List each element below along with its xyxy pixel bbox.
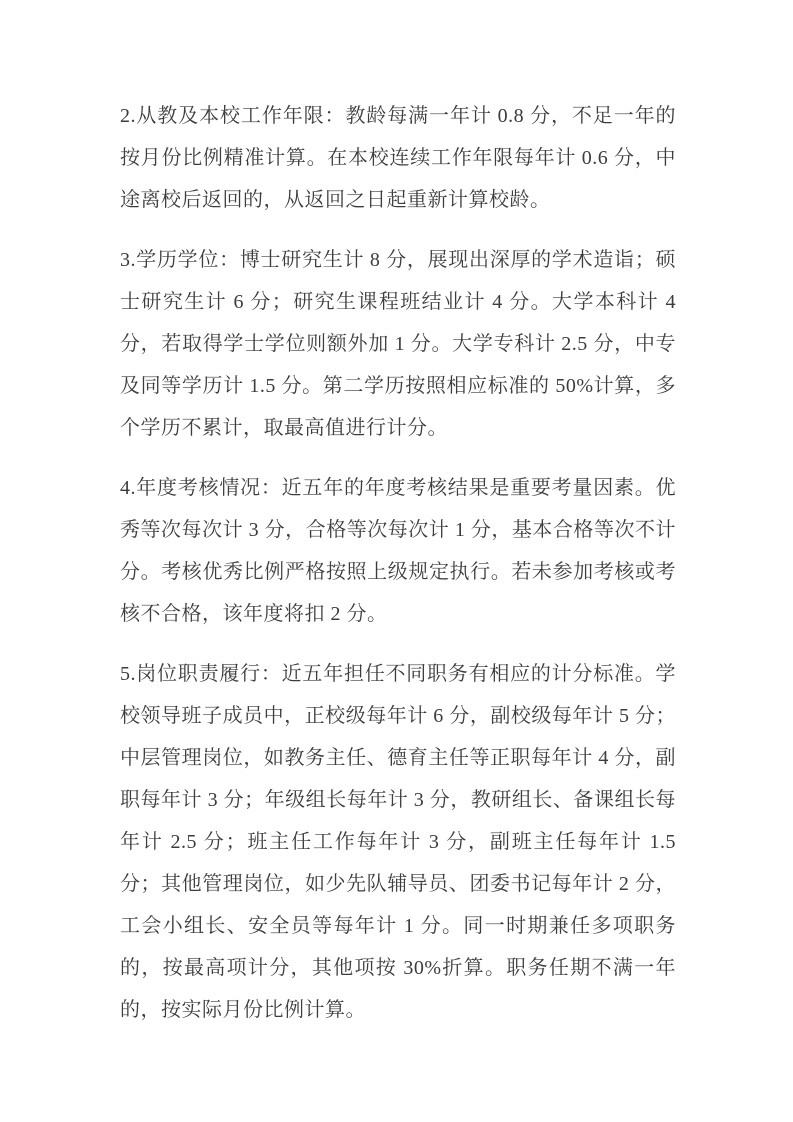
paragraph-annual-assessment: 4.年度考核情况：近五年的年度考核结果是重要考量因素。优秀等次每次计 3 分，合格等次每次计 1 分，基本合格等次不计分。考核优秀比例严格按照上级规定执行。若未参加考核或考核不合格，该年度将扣 2 分。: [120, 477, 676, 625]
paragraph-post-duty: 5.岗位职责履行：近五年担任不同职务有相应的计分标准。学校领导班子成员中，正校级每年计 6 分，副校级每年计 5 分；中层管理岗位，如教务主任、德育主任等正职每年计 4 分，副职每年计 3 分；年级组长每年计 3 分，教研组长、备课组长每年计 2.5 分；班主任工作每年计 3 分，副班主任每年计 1.5 分；其他管理岗位，如少先队辅导员、团委书记每年计 2 分，工会小组长、安全员等每年计 1 分。同一时期兼任多项职务的，按最高项计分，其他项按 30%折算。职务任期不满一年的，按实际月份比例计算。: [120, 663, 676, 1021]
paragraph-education-degree: 3.学历学位：博士研究生计 8 分，展现出深厚的学术造诣；硕士研究生计 6 分；研究生课程班结业计 4 分。大学本科计 4 分，若取得学士学位则额外加 1 分。大学专科计 2.5 分，中专及同等学历计 1.5 分。第二学历按照相应标准的 50%计算，多个学历不累计，取最高值进行计分。: [120, 249, 676, 439]
paragraph-work-years: 2.从教及本校工作年限：教龄每满一年计 0.8 分，不足一年的按月份比例精准计算。在本校连续工作年限每年计 0.6 分，中途离校后返回的，从返回之日起重新计算校龄。: [120, 105, 676, 211]
